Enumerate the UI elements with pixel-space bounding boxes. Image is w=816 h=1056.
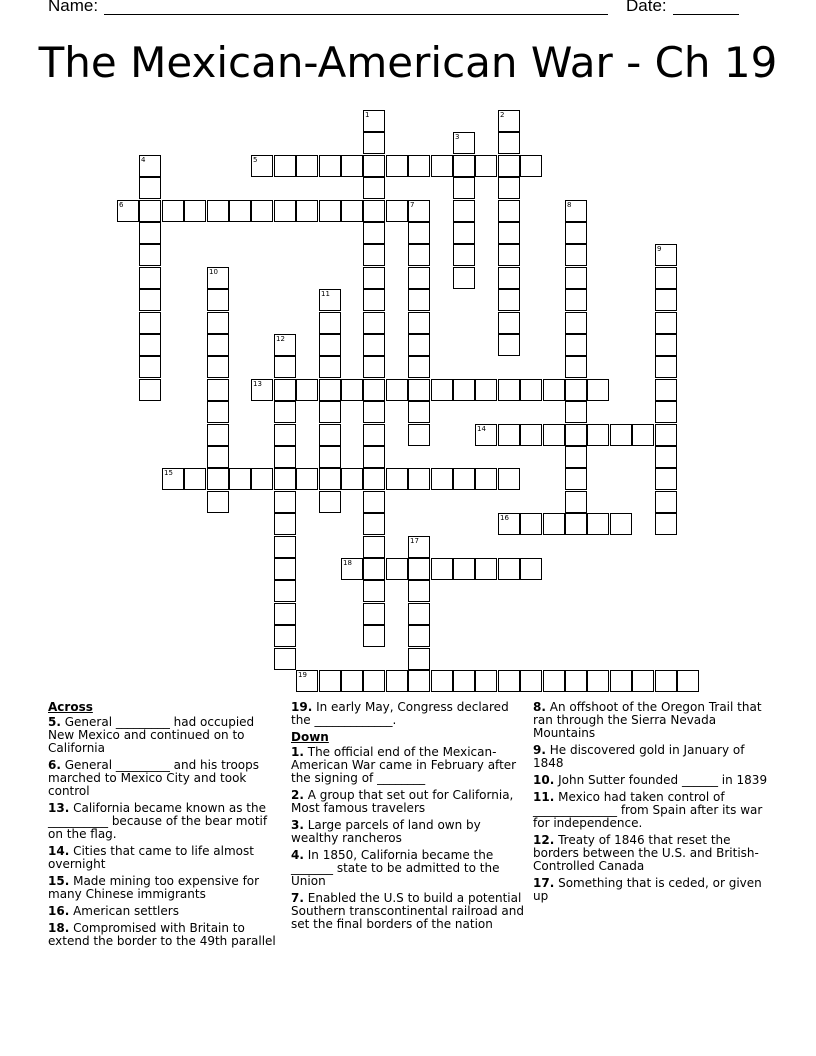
crossword-cell xyxy=(408,334,430,356)
crossword-cell xyxy=(408,670,430,692)
crossword-cell xyxy=(274,468,296,490)
crossword-cell xyxy=(207,424,229,446)
clue-down-2 xyxy=(291,789,526,815)
crossword-cell xyxy=(139,267,161,289)
crossword-cell xyxy=(565,312,587,334)
crossword-cell xyxy=(565,356,587,378)
crossword-cell xyxy=(655,401,677,423)
crossword-cell xyxy=(408,244,430,266)
clue-text: In early May, Congress declared the _____________. xyxy=(291,700,509,727)
clue-across-13 xyxy=(48,802,283,841)
crossword-cell xyxy=(610,424,632,446)
clue-text: The official end of the Mexican-American War came in February after the signing of ________ xyxy=(291,745,517,785)
clue-text: Treaty of 1846 that reset the borders between the U.S. and British-Controlled Canada xyxy=(533,833,759,873)
crossword-cell xyxy=(498,312,520,334)
crossword-cell xyxy=(453,132,475,154)
crossword-cell xyxy=(363,267,385,289)
crossword-cell xyxy=(363,446,385,468)
crossword-cell xyxy=(363,603,385,625)
clue-text: General _________ and his troops marched to Mexico City and took control xyxy=(48,758,259,798)
crossword-cell xyxy=(565,200,587,222)
crossword-cell xyxy=(565,289,587,311)
clue-number-label: 10 xyxy=(209,268,218,276)
crossword-cell xyxy=(565,513,587,535)
crossword-cell xyxy=(408,424,430,446)
crossword-cell xyxy=(229,200,251,222)
clue-number: 2. xyxy=(291,788,304,802)
crossword-cell xyxy=(319,356,341,378)
crossword-cell xyxy=(341,200,363,222)
crossword-cell xyxy=(296,468,318,490)
crossword-cell xyxy=(655,379,677,401)
clue-number: 13. xyxy=(48,801,70,815)
clue-number: 19. xyxy=(291,700,313,714)
clue-across-6 xyxy=(48,759,283,798)
crossword-cell xyxy=(139,222,161,244)
crossword-cell xyxy=(610,670,632,692)
crossword-cell xyxy=(274,401,296,423)
crossword-cell xyxy=(565,334,587,356)
crossword-cell xyxy=(251,379,273,401)
clue-number: 1. xyxy=(291,745,304,759)
crossword-cell xyxy=(565,401,587,423)
crossword-cell xyxy=(655,312,677,334)
crossword-cell xyxy=(565,222,587,244)
crossword-cell xyxy=(139,244,161,266)
crossword-cell xyxy=(587,424,609,446)
clue-number-label: 7 xyxy=(410,201,415,209)
crossword-cell xyxy=(408,155,430,177)
crossword-cell xyxy=(162,468,184,490)
crossword-cell xyxy=(274,648,296,670)
clue-text: Something that is ceded, or given up xyxy=(533,876,762,903)
crossword-cell xyxy=(296,670,318,692)
crossword-cell xyxy=(139,379,161,401)
crossword-cell xyxy=(319,379,341,401)
crossword-cell xyxy=(453,379,475,401)
crossword-cell xyxy=(274,424,296,446)
crossword-cell xyxy=(655,446,677,468)
crossword-cell xyxy=(229,468,251,490)
crossword-cell xyxy=(341,468,363,490)
crossword-cell xyxy=(363,379,385,401)
crossword-cell xyxy=(207,312,229,334)
clue-number: 18. xyxy=(48,921,70,935)
clue-number-label: 14 xyxy=(477,425,486,433)
crossword-cell xyxy=(408,401,430,423)
crossword-cell xyxy=(498,244,520,266)
clue-number: 5. xyxy=(48,715,61,729)
crossword-cell xyxy=(319,155,341,177)
crossword-cell xyxy=(319,446,341,468)
crossword-cell xyxy=(363,536,385,558)
crossword-cell xyxy=(274,558,296,580)
crossword-cell xyxy=(475,670,497,692)
clue-down-3 xyxy=(291,819,526,845)
crossword-cell xyxy=(408,379,430,401)
crossword-cell xyxy=(139,177,161,199)
crossword-cell xyxy=(498,468,520,490)
clue-number-label: 11 xyxy=(321,290,330,298)
crossword-cell xyxy=(655,244,677,266)
clue-number: 9. xyxy=(533,743,546,757)
crossword-cell xyxy=(319,200,341,222)
page-title: The Mexican-American War - Ch 19 xyxy=(38,38,778,87)
clue-text: Enabled the U.S to build a potential Southern transcontinental railroad and set the final borders of the nation xyxy=(291,891,524,931)
crossword-cell xyxy=(274,379,296,401)
clue-text: An offshoot of the Oregon Trail that ran through the Sierra Nevada Mountains xyxy=(533,700,762,740)
clue-down-9 xyxy=(533,744,768,770)
crossword-cell xyxy=(319,670,341,692)
clue-down-7 xyxy=(291,892,526,931)
date-label: Date: xyxy=(626,0,667,15)
crossword-cell xyxy=(632,670,654,692)
crossword-cell xyxy=(363,222,385,244)
crossword-cell xyxy=(498,132,520,154)
down-heading: Down xyxy=(291,730,329,744)
clue-number: 4. xyxy=(291,848,304,862)
crossword-cell xyxy=(363,132,385,154)
crossword-cell xyxy=(363,289,385,311)
crossword-cell xyxy=(207,468,229,490)
crossword-cell xyxy=(386,468,408,490)
crossword-cell xyxy=(207,491,229,513)
clue-down-8 xyxy=(533,701,768,740)
crossword-cell xyxy=(207,200,229,222)
clue-number: 3. xyxy=(291,818,304,832)
crossword-cell xyxy=(363,312,385,334)
crossword-cell xyxy=(408,468,430,490)
crossword-cell xyxy=(139,334,161,356)
crossword-cell xyxy=(408,356,430,378)
clue-number-label: 13 xyxy=(253,380,262,388)
clue-number-label: 1 xyxy=(365,111,370,119)
crossword-cell xyxy=(565,670,587,692)
crossword-cell xyxy=(319,491,341,513)
clue-across-16 xyxy=(48,905,283,918)
crossword-cell xyxy=(520,558,542,580)
crossword-cell xyxy=(363,177,385,199)
crossword-cell xyxy=(453,177,475,199)
clue-down-4 xyxy=(291,849,526,888)
crossword-cell xyxy=(363,424,385,446)
crossword-cell xyxy=(184,200,206,222)
crossword-cell xyxy=(408,289,430,311)
crossword-cell xyxy=(341,558,363,580)
crossword-cell xyxy=(341,670,363,692)
crossword-cell xyxy=(319,401,341,423)
crossword-cell xyxy=(498,222,520,244)
clue-number-label: 17 xyxy=(410,537,419,545)
clue-number: 12. xyxy=(533,833,555,847)
clue-text: Large parcels of land own by wealthy rancheros xyxy=(291,818,481,845)
crossword-cell xyxy=(498,289,520,311)
crossword-cell xyxy=(655,289,677,311)
crossword-cell xyxy=(408,312,430,334)
crossword-cell xyxy=(408,267,430,289)
crossword-cell xyxy=(565,446,587,468)
crossword-cell xyxy=(475,468,497,490)
crossword-cell xyxy=(319,289,341,311)
crossword-cell xyxy=(520,379,542,401)
crossword-cell xyxy=(363,200,385,222)
clue-number: 10. xyxy=(533,773,555,787)
crossword-cell xyxy=(453,155,475,177)
crossword-cell xyxy=(363,491,385,513)
crossword-cell xyxy=(386,379,408,401)
clue-text: In 1850, California became the _______ state to be admitted to the Union xyxy=(291,848,500,888)
clue-number-label: 18 xyxy=(343,559,352,567)
crossword-cell xyxy=(431,468,453,490)
crossword-cell xyxy=(565,379,587,401)
clue-number: 6. xyxy=(48,758,61,772)
crossword-cell xyxy=(520,513,542,535)
crossword-cell xyxy=(655,670,677,692)
crossword-cell xyxy=(274,580,296,602)
clue-number-label: 4 xyxy=(141,156,146,164)
crossword-cell xyxy=(139,356,161,378)
crossword-cell xyxy=(363,244,385,266)
crossword-cell xyxy=(274,446,296,468)
clue-number-label: 12 xyxy=(276,335,285,343)
crossword-cell xyxy=(498,670,520,692)
crossword-cell xyxy=(655,334,677,356)
clue-column-middle xyxy=(291,701,526,935)
crossword-cell xyxy=(139,289,161,311)
crossword-cell xyxy=(408,625,430,647)
crossword-cell xyxy=(453,558,475,580)
clue-number-label: 2 xyxy=(500,111,505,119)
crossword-cell xyxy=(655,513,677,535)
crossword-cell xyxy=(363,401,385,423)
crossword-cell xyxy=(274,603,296,625)
crossword-cell xyxy=(341,379,363,401)
crossword-cell xyxy=(162,200,184,222)
crossword-cell xyxy=(520,670,542,692)
crossword-cell xyxy=(655,267,677,289)
clue-number: 17. xyxy=(533,876,555,890)
crossword-cell xyxy=(408,603,430,625)
crossword-cell xyxy=(207,267,229,289)
clue-across-15 xyxy=(48,875,283,901)
crossword-cell xyxy=(655,491,677,513)
crossword-cell xyxy=(251,155,273,177)
clue-down-10 xyxy=(533,774,768,787)
clue-across-18 xyxy=(48,922,283,948)
crossword-cell xyxy=(251,468,273,490)
crossword-cell xyxy=(498,110,520,132)
crossword-cell xyxy=(431,379,453,401)
crossword-cell xyxy=(520,424,542,446)
crossword-cell xyxy=(498,200,520,222)
crossword-cell xyxy=(565,267,587,289)
crossword-cell xyxy=(408,580,430,602)
crossword-cell xyxy=(117,200,139,222)
crossword-cell xyxy=(363,110,385,132)
crossword-cell xyxy=(274,155,296,177)
crossword-cell xyxy=(363,334,385,356)
crossword-cell xyxy=(610,513,632,535)
crossword-cell xyxy=(655,424,677,446)
crossword-cell xyxy=(319,468,341,490)
crossword-cell xyxy=(363,356,385,378)
crossword-cell xyxy=(408,558,430,580)
crossword-cell xyxy=(565,244,587,266)
crossword-cell xyxy=(274,200,296,222)
crossword-cell xyxy=(498,558,520,580)
clue-across-19 xyxy=(291,701,526,727)
crossword-cell xyxy=(363,625,385,647)
clue-down-12 xyxy=(533,834,768,873)
crossword-cell xyxy=(386,155,408,177)
clue-number-label: 19 xyxy=(298,671,307,679)
crossword-cell xyxy=(453,468,475,490)
crossword-cell xyxy=(207,334,229,356)
clue-number-label: 9 xyxy=(657,245,662,253)
clue-text: John Sutter founded ______ in 1839 xyxy=(558,773,768,787)
clue-number-label: 6 xyxy=(119,201,124,209)
crossword-cell xyxy=(498,334,520,356)
clue-across-5 xyxy=(48,716,283,755)
crossword-cell xyxy=(341,155,363,177)
clue-text: He discovered gold in January of 1848 xyxy=(533,743,745,770)
crossword-cell xyxy=(207,379,229,401)
crossword-cell xyxy=(587,513,609,535)
crossword-cell xyxy=(565,491,587,513)
crossword-cell xyxy=(274,513,296,535)
crossword-cell xyxy=(431,155,453,177)
crossword-cell xyxy=(543,513,565,535)
clue-text: A group that set out for California, Most famous travelers xyxy=(291,788,514,815)
clue-text: General _________ had occupied New Mexico and continued on to California xyxy=(48,715,255,755)
clue-number-label: 5 xyxy=(253,156,258,164)
crossword-cell xyxy=(453,670,475,692)
clue-text: California became known as the __________ because of the bear motif on the flag. xyxy=(48,801,268,841)
crossword-cell xyxy=(207,401,229,423)
crossword-cell xyxy=(274,536,296,558)
crossword-cell xyxy=(453,244,475,266)
crossword-cell xyxy=(655,356,677,378)
crossword-cell xyxy=(543,379,565,401)
clue-across-14 xyxy=(48,845,283,871)
crossword-cell xyxy=(408,200,430,222)
clue-text: Made mining too expensive for many Chinese immigrants xyxy=(48,874,260,901)
crossword-cell xyxy=(520,155,542,177)
across-heading: Across xyxy=(48,700,93,714)
crossword-cell xyxy=(498,513,520,535)
clue-number-label: 16 xyxy=(500,514,509,522)
clue-down-11 xyxy=(533,791,768,830)
crossword-cell xyxy=(408,222,430,244)
crossword-cell xyxy=(543,670,565,692)
crossword-cell xyxy=(363,558,385,580)
crossword-cell xyxy=(296,200,318,222)
crossword-cell xyxy=(363,155,385,177)
crossword-cell xyxy=(386,200,408,222)
crossword-cell xyxy=(207,446,229,468)
clue-down-17 xyxy=(533,877,768,903)
crossword-cell xyxy=(363,468,385,490)
crossword-cell xyxy=(274,625,296,647)
crossword-cell xyxy=(408,536,430,558)
crossword-cell xyxy=(386,558,408,580)
crossword-cell xyxy=(453,200,475,222)
crossword-cell xyxy=(587,379,609,401)
crossword-cell xyxy=(498,177,520,199)
crossword-cell xyxy=(319,334,341,356)
crossword-cell xyxy=(386,670,408,692)
clue-number: 7. xyxy=(291,891,304,905)
crossword-cell xyxy=(408,648,430,670)
crossword-cell xyxy=(475,558,497,580)
clue-number: 16. xyxy=(48,904,70,918)
crossword-cell xyxy=(677,670,699,692)
crossword-cell xyxy=(498,267,520,289)
clue-column-right xyxy=(533,701,768,907)
crossword-cell xyxy=(319,312,341,334)
clue-number-label: 8 xyxy=(567,201,572,209)
clue-column-left xyxy=(48,701,283,952)
crossword-cell xyxy=(274,334,296,356)
crossword-cell xyxy=(498,155,520,177)
clue-down-1 xyxy=(291,746,526,785)
crossword-cell xyxy=(475,155,497,177)
crossword-cell xyxy=(655,468,677,490)
crossword-cell xyxy=(319,424,341,446)
crossword-cell xyxy=(431,670,453,692)
crossword-cell xyxy=(296,155,318,177)
clue-text: American settlers xyxy=(73,904,179,918)
crossword-cell xyxy=(363,670,385,692)
crossword-cell xyxy=(274,356,296,378)
crossword-cell xyxy=(184,468,206,490)
name-label: Name: xyxy=(48,0,99,15)
clue-number: 15. xyxy=(48,874,70,888)
crossword-cell xyxy=(251,200,273,222)
clue-number-label: 15 xyxy=(164,469,173,477)
crossword-cell xyxy=(453,267,475,289)
clue-number: 8. xyxy=(533,700,546,714)
crossword-cell xyxy=(498,424,520,446)
crossword-cell xyxy=(475,424,497,446)
crossword-cell xyxy=(543,424,565,446)
crossword-cell xyxy=(139,312,161,334)
crossword-cell xyxy=(453,222,475,244)
crossword-cell xyxy=(274,491,296,513)
crossword-cell xyxy=(363,513,385,535)
crossword-cell xyxy=(498,379,520,401)
crossword-cell xyxy=(565,468,587,490)
clue-number-label: 3 xyxy=(455,133,460,141)
crossword-cell xyxy=(587,670,609,692)
clue-text: Compromised with Britain to extend the border to the 49th parallel xyxy=(48,921,276,948)
crossword-cell xyxy=(296,379,318,401)
crossword-cell xyxy=(139,155,161,177)
crossword-cell xyxy=(363,580,385,602)
crossword-cell xyxy=(632,424,654,446)
clue-number: 11. xyxy=(533,790,555,804)
crossword-cell xyxy=(475,379,497,401)
crossword-cell xyxy=(207,356,229,378)
clue-number: 14. xyxy=(48,844,70,858)
crossword-cell xyxy=(207,289,229,311)
crossword-cell xyxy=(139,200,161,222)
clue-text: Mexico had taken control of ______________ from Spain after its war for independence. xyxy=(533,790,763,830)
clue-text: Cities that came to life almost overnight xyxy=(48,844,254,871)
crossword-cell xyxy=(565,424,587,446)
crossword-cell xyxy=(431,558,453,580)
